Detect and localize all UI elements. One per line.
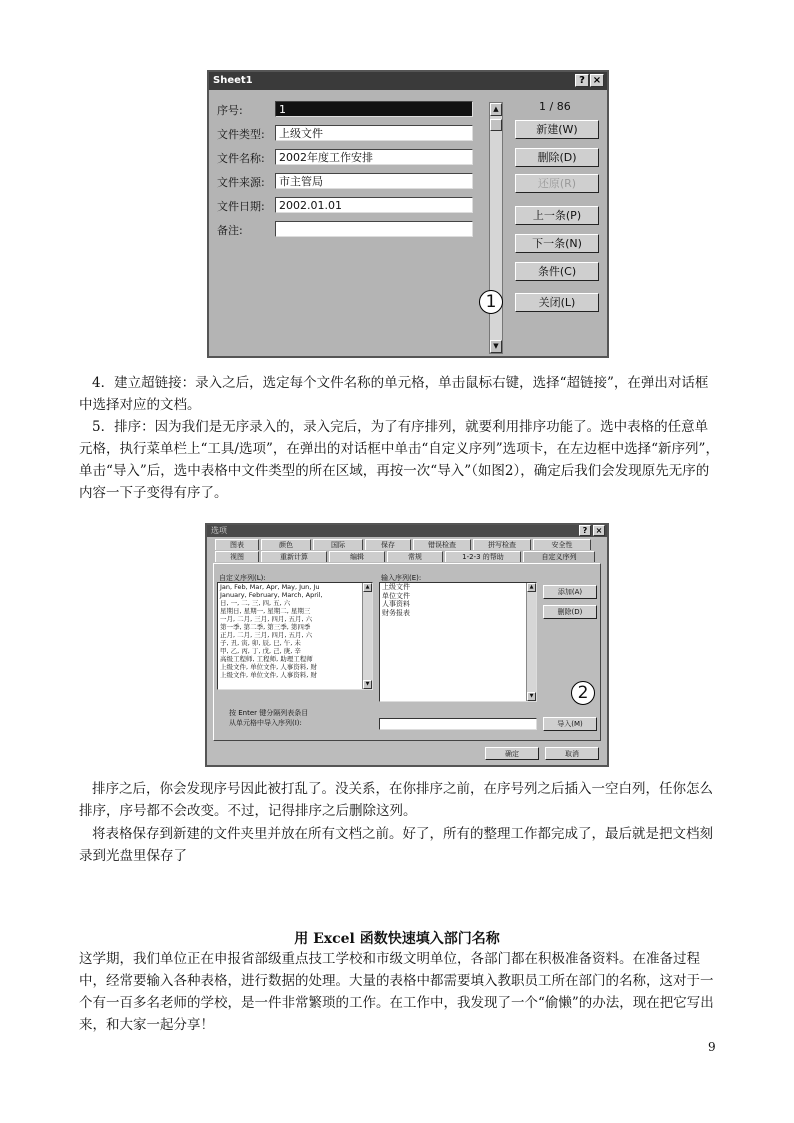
scroll-up-icon[interactable]: ▲ bbox=[527, 583, 536, 592]
scroll-down-icon[interactable]: ▼ bbox=[363, 680, 372, 689]
list-item[interactable]: January, February, March, April, bbox=[220, 591, 323, 599]
add-button[interactable]: 添加(A) bbox=[543, 585, 597, 599]
list-item[interactable]: 高级工程师, 工程师, 助理工程师 bbox=[220, 655, 313, 663]
list-item[interactable]: 日, 一, 二, 三, 四, 五, 六 bbox=[220, 599, 291, 607]
entries-textbox[interactable] bbox=[379, 582, 537, 702]
list-item[interactable]: 第一季, 第二季, 第三季, 第四季 bbox=[220, 623, 311, 631]
scroll-up-icon[interactable]: ▲ bbox=[490, 103, 502, 116]
paragraph-save: 将表格保存到新建的文件夹里并放在所有文档之前。好了，所有的整理工作都完成了，最后就是把文档刻录到光盘里保存了 bbox=[79, 826, 713, 864]
paragraph-hyperlink: 4．建立超链接：录入之后，选定每个文件名称的单元格，单击鼠标右键，选择“超链接”，在弹出对话框中选择对应的文档。 bbox=[79, 375, 709, 413]
note-field[interactable] bbox=[275, 221, 473, 237]
import-button[interactable]: 导入(M) bbox=[543, 717, 597, 731]
ok-button[interactable]: 确定 bbox=[485, 747, 539, 760]
custom-lists-scrollbar[interactable] bbox=[362, 583, 372, 689]
tab-color[interactable]: 颜色 bbox=[261, 539, 311, 550]
file-date-field[interactable]: 2002.01.01 bbox=[275, 197, 473, 213]
tab-spelling[interactable]: 拼写检查 bbox=[473, 539, 531, 550]
import-range-input[interactable] bbox=[379, 718, 537, 730]
list-item[interactable]: Jan, Feb, Mar, Apr, May, Jun, Ju bbox=[220, 583, 320, 591]
next-button[interactable]: 下一条(N) bbox=[515, 234, 599, 253]
file-type-field[interactable]: 上级文件 bbox=[275, 125, 473, 141]
field-label-name: 文件名称: bbox=[217, 152, 265, 165]
field-label-date: 文件日期: bbox=[217, 200, 265, 213]
dialog-title-bar bbox=[207, 525, 607, 537]
list-item[interactable]: 星期日, 星期一, 星期二, 星期三 bbox=[220, 607, 311, 615]
tab-security[interactable]: 安全性 bbox=[533, 539, 591, 550]
callout-marker-1: 1 bbox=[479, 290, 503, 314]
cancel-button[interactable]: 取消 bbox=[545, 747, 599, 760]
tab-edit[interactable]: 编辑 bbox=[329, 551, 385, 562]
tab-chart[interactable]: 图表 bbox=[215, 539, 259, 550]
list-item[interactable]: 一月, 二月, 三月, 四月, 五月, 六 bbox=[220, 615, 313, 623]
paragraph-after-sort: 排序之后，你会发现序号因此被打乱了。没关系，在你排序之前，在序号列之后插入一空白列，任你怎么排序，序号都不会改变。不过，记得排序之后删除这列。 bbox=[79, 781, 713, 819]
dialog-title: 选项 bbox=[211, 526, 227, 535]
entry-hint: 按 Enter 键分隔列表条目 bbox=[229, 709, 309, 717]
dialog-help-button[interactable]: ? bbox=[579, 525, 591, 536]
data-form-figure bbox=[207, 70, 609, 358]
field-label-note: 备注: bbox=[217, 224, 243, 237]
file-name-field[interactable]: 2002年度工作安排 bbox=[275, 149, 473, 165]
tab-view[interactable]: 视图 bbox=[215, 551, 259, 562]
list-item[interactable]: 上级文件, 单位文件, 人事资料, 财 bbox=[220, 671, 317, 679]
custom-lists-listbox[interactable] bbox=[217, 582, 373, 690]
entry-line: 人事资料 bbox=[382, 600, 410, 608]
page-number: 9 bbox=[708, 1040, 716, 1054]
entries-label: 输入序列(E): bbox=[381, 574, 422, 582]
file-source-field[interactable]: 市主管局 bbox=[275, 173, 473, 189]
scroll-down-icon[interactable]: ▼ bbox=[527, 692, 536, 701]
list-item[interactable]: 正月, 二月, 三月, 四月, 五月, 六 bbox=[220, 631, 313, 639]
list-item[interactable]: 上级文件, 单位文件, 人事资料, 财 bbox=[220, 663, 317, 671]
paragraph-intro: 这学期，我们单位正在申报省部级重点技工学校和市级文明单位，各部门都在积极准备资料。在准备过程中，经常要输入各种表格，进行数据的处理。大量的表格中都需要填入教职员工所在部门的名称，这对于一个有一百多名老师的学校，是一件非常繁琐的工作。在工作中，我发现了一个“偷懒”的办法，现在把它写出来，和大家一起分享！ bbox=[79, 951, 714, 1033]
paragraph-sort: 5．排序：因为我们是无序录入的，录入完后，为了有序排列，就要利用排序功能了。选中表格的任意单元格，执行菜单栏上“工具/选项”，在弹出的对话框中单击“自定义序列”选项卡，在左边框中选择“新序列”，单击“导入”后，选中表格中文件类型的所在区域，再按一次“导入”（如图2），确定后我们会发现原先无序的内容一下子变得有序了。 bbox=[79, 419, 719, 501]
field-label-serial: 序号: bbox=[217, 104, 243, 117]
list-item[interactable]: 子, 丑, 寅, 卯, 辰, 巳, 午, 未 bbox=[220, 639, 301, 647]
tab-save[interactable]: 保存 bbox=[365, 539, 411, 550]
entry-line: 单位文件 bbox=[382, 591, 410, 600]
form-title-bar bbox=[209, 72, 607, 90]
options-dialog-figure bbox=[205, 523, 609, 767]
restore-button[interactable]: 还原(R) bbox=[515, 174, 599, 193]
callout-marker-2: 2 bbox=[571, 681, 595, 705]
help-button[interactable]: ? bbox=[575, 74, 589, 87]
record-counter: 1 / 86 bbox=[539, 100, 571, 113]
field-label-type: 文件类型: bbox=[217, 128, 265, 141]
new-button[interactable]: 新建(W) bbox=[515, 120, 599, 139]
criteria-button[interactable]: 条件(C) bbox=[515, 262, 599, 281]
entry-line: 上级文件 bbox=[382, 583, 410, 591]
import-label: 从单元格中导入序列(I): bbox=[229, 719, 302, 727]
tab-general[interactable]: 常规 bbox=[387, 551, 443, 562]
scroll-down-icon[interactable]: ▼ bbox=[490, 340, 502, 353]
form-title: Sheet1 bbox=[213, 75, 253, 86]
serial-field[interactable]: 1 bbox=[275, 101, 473, 117]
tab-lotus-help[interactable]: 1-2-3 的帮助 bbox=[445, 551, 521, 562]
entries-scrollbar[interactable] bbox=[526, 583, 536, 701]
record-scrollbar[interactable] bbox=[489, 102, 503, 354]
previous-button[interactable]: 上一条(P) bbox=[515, 206, 599, 225]
custom-lists-label: 自定义序列(L): bbox=[219, 574, 266, 582]
list-item[interactable]: 甲, 乙, 丙, 丁, 戊, 己, 庚, 辛 bbox=[220, 647, 301, 655]
scroll-thumb[interactable] bbox=[490, 119, 502, 131]
entry-line: 财务报表 bbox=[382, 608, 410, 617]
tab-calculation[interactable]: 重新计算 bbox=[261, 551, 327, 562]
scroll-up-icon[interactable]: ▲ bbox=[363, 583, 372, 592]
delete-list-button[interactable]: 删除(D) bbox=[543, 605, 597, 619]
tab-international[interactable]: 国际 bbox=[313, 539, 363, 550]
close-icon[interactable]: × bbox=[590, 74, 604, 87]
tab-error-checking[interactable]: 错误检查 bbox=[413, 539, 471, 550]
close-button[interactable]: 关闭(L) bbox=[515, 293, 599, 312]
section-title: 用 Excel 函数快速填入部门名称 bbox=[294, 931, 500, 947]
delete-button[interactable]: 删除(D) bbox=[515, 148, 599, 167]
field-label-source: 文件来源: bbox=[217, 176, 265, 189]
dialog-close-icon[interactable]: × bbox=[593, 525, 605, 536]
tab-custom-lists[interactable]: 自定义序列 bbox=[523, 551, 595, 562]
